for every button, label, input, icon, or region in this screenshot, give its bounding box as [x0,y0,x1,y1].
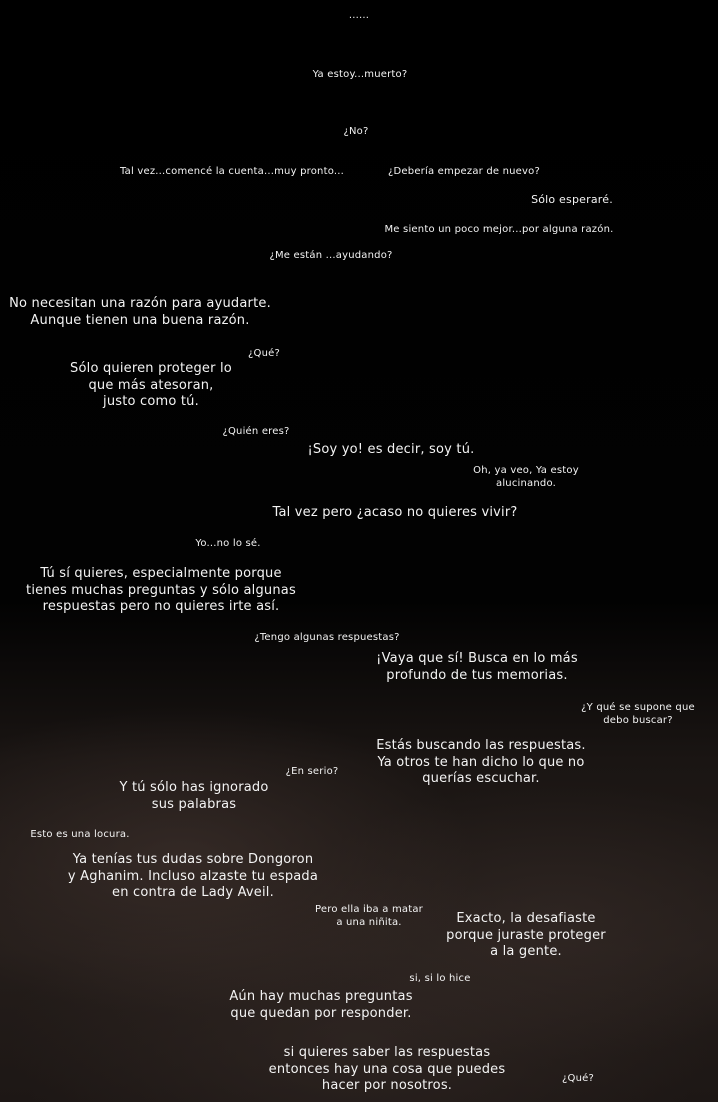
dialogue-line: ¿En serio? [285,766,339,777]
dialogue-line: Aún hay muchas preguntas que quedan por responder. [229,989,413,1021]
dialogue-line: ¿Qué? [562,1073,594,1084]
dialogue-line: ¿No? [343,126,369,137]
dialogue-line: si quieres saber las respuestas entonces hay una cosa que puedes hacer por nosotros. [268,1045,506,1094]
dialogue-line: ¿Y qué se supone que debo buscar? [581,702,695,726]
dialogue-line: ¿Me están ...ayudando? [269,250,393,261]
dialogue-line: ¡Vaya que sí! Busca en lo más profundo de tus memorias. [376,651,578,683]
dialogue-line: ¿Qué? [248,348,280,359]
dialogue-line: Sólo esperaré. [531,193,613,206]
dialogue-line: Sólo quieren proteger lo que más atesoran, justo como tú. [70,361,232,410]
dialogue-line: Ya estoy...muerto? [312,69,408,80]
dialogue-line: Pero ella iba a matar a una niñita. [315,904,423,928]
dialogue-line: ¿Debería empezar de nuevo? [388,166,540,177]
dialogue-line: Y tú sólo has ignorado sus palabras [119,780,269,812]
dialogue-line: Me siento un poco mejor...por alguna razón. [384,224,614,235]
dialogue-line: Tú sí quieres, especialmente porque tienes muchas preguntas y sólo algunas respuestas pero no quieres irte así. [26,566,296,615]
dialogue-line: Estás buscando las respuestas. Ya otros te han dicho lo que no querías escuchar. [376,738,586,787]
dialogue-line: ¿Quién eres? [222,426,290,437]
dialogue-line: No necesitan una razón para ayudarte. Aunque tienen una buena razón. [9,296,271,328]
dialogue-line: ¡Soy yo! es decir, soy tú. [307,442,475,457]
dialogue-line: Oh, ya veo, Ya estoy alucinando. [473,465,579,489]
dialogue-line: Tal vez...comencé la cuenta...muy pronto... [120,166,344,177]
dialogue-line: Esto es una locura. [30,829,130,840]
dialogue-line: Exacto, la desafiaste porque juraste proteger a la gente. [446,911,606,960]
dialogue-line: Tal vez pero ¿acaso no quieres vivir? [272,505,518,520]
dialogue-ellipsis: ...... [348,10,370,21]
dialogue-line: si, si lo hice [409,973,471,984]
dialogue-line: ¿Tengo algunas respuestas? [254,632,400,643]
dialogue-line: Ya tenías tus dudas sobre Dongoron y Aghanim. Incluso alzaste tu espada en contra de Lady Aveil. [67,852,319,901]
dialogue-line: Yo...no lo sé. [195,538,261,549]
